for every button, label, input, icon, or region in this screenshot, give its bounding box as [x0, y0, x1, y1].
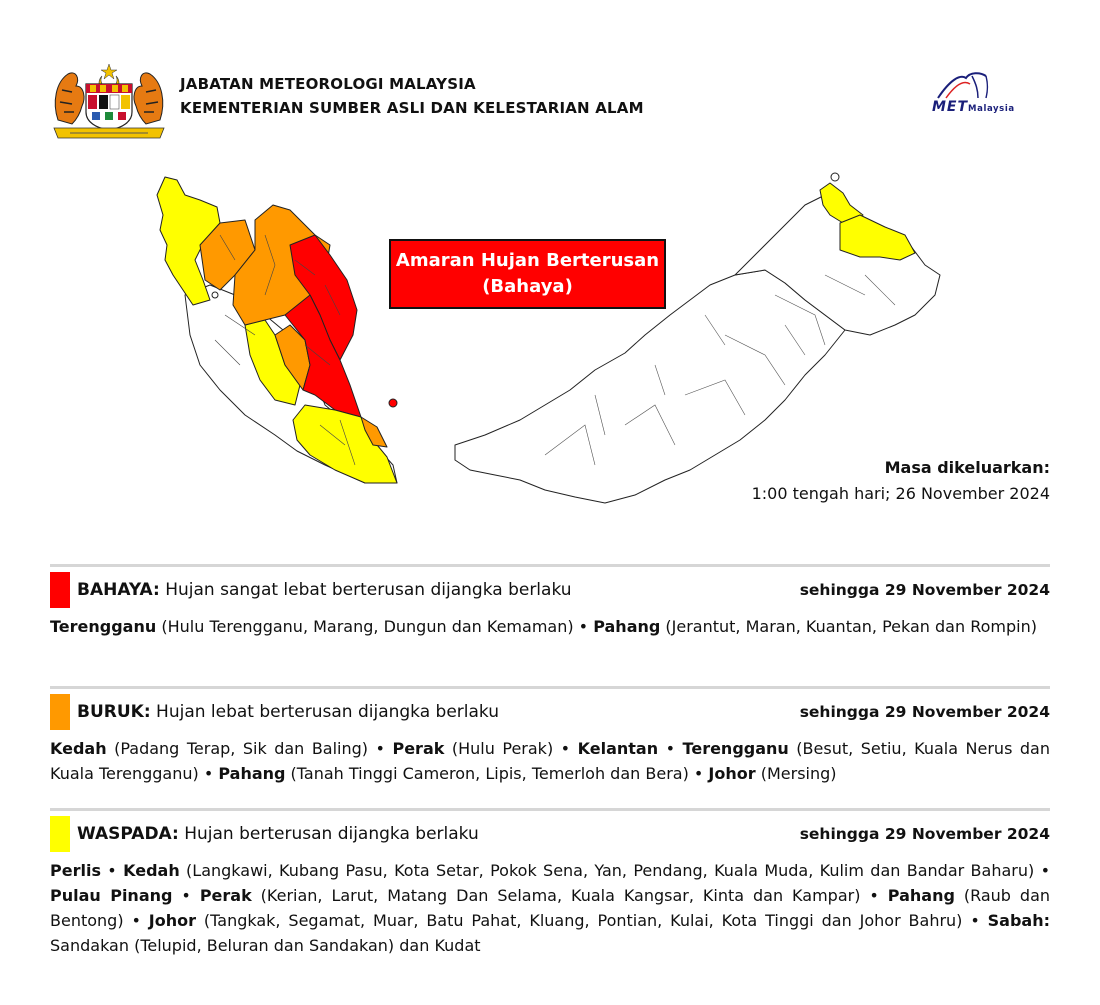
- section-header: [50, 694, 1050, 730]
- met-logo-main: MET: [932, 99, 969, 115]
- state-name: Sabah:: [987, 911, 1051, 930]
- district-list: (Kerian, Larut, Matang Dan Selama, Kuala Kangsar, Kinta dan Kampar) •: [251, 886, 888, 905]
- affected-areas: [50, 614, 1050, 639]
- affected-areas: [50, 858, 1050, 958]
- map-island-small: [212, 292, 218, 298]
- page-header: [50, 62, 1050, 142]
- section-header: [50, 816, 1050, 852]
- issued-label: Masa dikeluarkan:: [884, 458, 1050, 477]
- level-description: Hujan berterusan dijangka berlaku: [178, 824, 479, 844]
- state-name: Johor: [708, 764, 756, 783]
- district-list: •: [172, 886, 200, 905]
- district-list: (Hulu Perak) •: [444, 739, 578, 758]
- state-name: Pulau Pinang: [50, 886, 173, 905]
- district-list: (Hulu Terengganu, Marang, Dungun dan Kemaman) •: [156, 617, 594, 636]
- state-name: Perak: [199, 886, 252, 905]
- level-color-swatch: [50, 816, 70, 852]
- map-island-borneo: [831, 173, 839, 181]
- issued-time: [752, 455, 1050, 507]
- org-name-line1: JABATAN METEOROLOGI MALAYSIA: [180, 75, 476, 93]
- district-list: •: [658, 739, 683, 758]
- organization-name: [180, 72, 644, 120]
- state-name: Pahang: [887, 886, 955, 905]
- valid-until: sehingga 29 November 2024: [799, 825, 1050, 843]
- level-label: BAHAYA:: [77, 580, 160, 600]
- state-name: Terengganu: [682, 739, 789, 758]
- state-name: Kedah: [123, 861, 180, 880]
- level-color-swatch: [50, 694, 70, 730]
- section-waspada: [50, 808, 1050, 958]
- state-name: Johor: [148, 911, 197, 930]
- district-list: (Jerantut, Maran, Kuantan, Pekan dan Rompin): [660, 617, 1037, 636]
- district-list: (Padang Terap, Sik dan Baling) •: [106, 739, 393, 758]
- level-label: WASPADA:: [77, 824, 179, 844]
- map-island-red: [389, 399, 397, 407]
- district-list: Sandakan (Telupid, Beluran dan Sandakan) dan Kudat: [50, 936, 481, 955]
- warning-title-box: [389, 239, 666, 309]
- valid-until: sehingga 29 November 2024: [799, 703, 1050, 721]
- district-list: (Besut, Setiu, Kuala Nerus dan Kuala Terengganu) •: [50, 739, 1051, 783]
- valid-until: sehingga 29 November 2024: [799, 581, 1050, 599]
- section-bahaya: [50, 564, 1050, 639]
- state-name: Pahang: [593, 617, 661, 636]
- district-list: (Tangkak, Segamat, Muar, Batu Pahat, Kluang, Pontian, Kulai, Kota Tinggi dan Johor Bahru) •: [196, 911, 988, 930]
- met-malaysia-logo: [932, 70, 1044, 120]
- section-divider: [50, 808, 1050, 811]
- level-label: BURUK:: [77, 702, 151, 722]
- district-list: (Langkawi, Kubang Pasu, Kota Setar, Pokok Sena, Yan, Pendang, Kuala Muda, Kulim dan Bandar Baharu) •: [179, 861, 1051, 880]
- district-list: (Tanah Tinggi Cameron, Lipis, Temerloh dan Bera) •: [285, 764, 709, 783]
- issued-value: 1:00 tengah hari; 26 November 2024: [751, 484, 1050, 503]
- state-name: Kelantan: [577, 739, 659, 758]
- affected-areas: [50, 736, 1050, 786]
- map-region-waspada-sandakan: [840, 215, 915, 260]
- met-logo-sub: Malaysia: [968, 104, 1015, 114]
- section-divider: [50, 686, 1050, 689]
- district-list: •: [100, 861, 124, 880]
- state-name: Perak: [392, 739, 445, 758]
- state-name: Terengganu: [50, 617, 157, 636]
- district-list: (Raub dan Bentong) •: [50, 886, 1051, 930]
- section-title: [77, 824, 479, 844]
- section-divider: [50, 564, 1050, 567]
- section-buruk: [50, 686, 1050, 786]
- level-description: Hujan lebat berterusan dijangka berlaku: [150, 702, 500, 722]
- district-list: (Mersing): [755, 764, 837, 783]
- state-name: Pahang: [218, 764, 286, 783]
- warning-title-line2: (Bahaya): [482, 276, 573, 297]
- state-name: Kedah: [50, 739, 107, 758]
- section-header: [50, 572, 1050, 608]
- warning-title-line1: Amaran Hujan Berterusan: [395, 250, 660, 271]
- org-name-line2: KEMENTERIAN SUMBER ASLI DAN KELESTARIAN ALAM: [180, 99, 644, 117]
- coat-of-arms-icon: [50, 62, 168, 140]
- section-title: [77, 702, 499, 722]
- state-name: Perlis: [50, 861, 101, 880]
- section-title: [77, 580, 572, 600]
- level-description: Hujan sangat lebat berterusan dijangka berlaku: [159, 580, 572, 600]
- level-color-swatch: [50, 572, 70, 608]
